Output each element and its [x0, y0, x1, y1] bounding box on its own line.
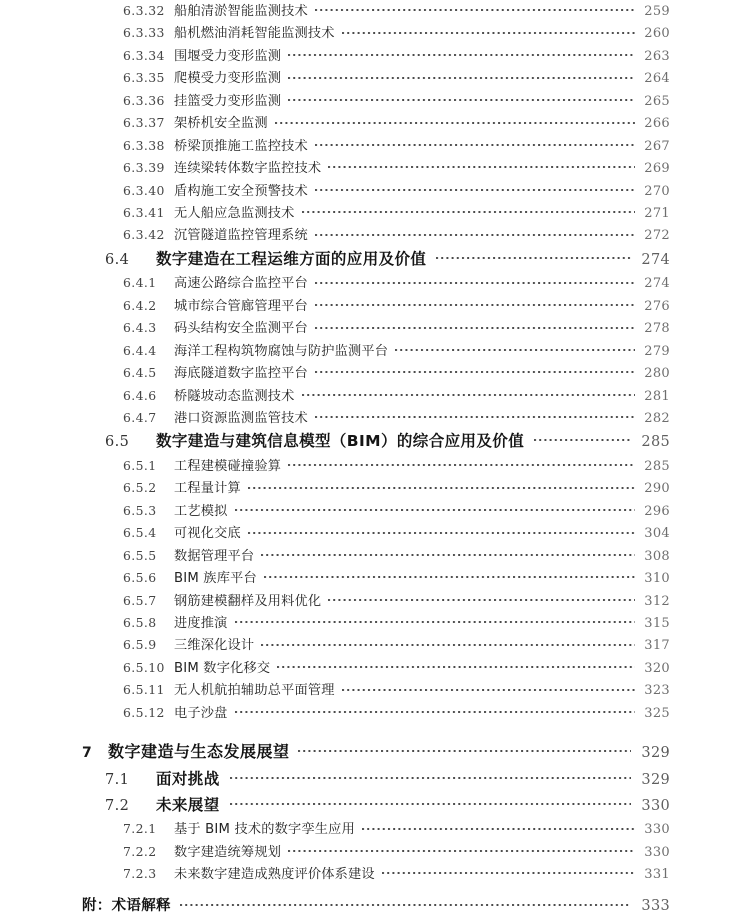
toc-entry-page-number: 265 [644, 93, 670, 109]
toc-leader-dots [230, 795, 631, 810]
toc-leader-dots [328, 159, 635, 172]
toc-entry-number: 7.2.1 [123, 821, 157, 837]
toc-entry-number: 6.3.35 [123, 70, 165, 86]
toc-entry-number: 6.5.12 [123, 704, 165, 720]
toc-entry-number: 7.2.2 [123, 843, 157, 859]
toc-entry-title: 三维深化设计 [174, 638, 255, 654]
toc-entry[interactable] [0, 67, 750, 89]
toc-entry[interactable] [0, 545, 750, 567]
toc-entry[interactable] [0, 407, 750, 429]
toc-entry-number: 6.3.34 [123, 47, 165, 63]
toc-leader-dots [261, 637, 635, 650]
toc-leader-dots [342, 25, 635, 38]
toc-entry[interactable] [0, 157, 750, 179]
toc-leader-dots [235, 704, 635, 717]
toc-leader-dots [315, 364, 635, 377]
toc-entry-title: 钢筋建模翻样及用料优化 [174, 593, 322, 609]
toc-leader-dots [328, 592, 635, 605]
toc-entry-title: 工程量计算 [174, 481, 241, 497]
toc-entry[interactable] [0, 0, 750, 22]
toc-entry-title: 船舶清淤智能监测技术 [174, 4, 308, 19]
toc-entry-title: 无人机航拍辅助总平面管理 [174, 683, 335, 699]
toc-leader-dots [436, 249, 631, 264]
toc-leader-dots [342, 681, 635, 694]
toc-entry-title: 海洋工程构筑物腐蚀与防护监测平台 [174, 343, 389, 359]
toc-leader-dots [288, 70, 635, 83]
toc-entry[interactable] [0, 272, 750, 294]
toc-entry-page-number: 325 [644, 705, 670, 721]
toc-entry-title: 城市综合管廊管理平台 [174, 298, 308, 314]
toc-entry[interactable] [0, 634, 750, 656]
toc-entry[interactable] [0, 202, 750, 224]
toc-leader-dots [288, 457, 635, 470]
toc-entry-page-number: 312 [644, 593, 670, 609]
toc-entry-title: 爬模受力变形监测 [174, 71, 282, 87]
toc-entry-number: 7.2.3 [123, 866, 157, 881]
toc-entry[interactable] [0, 90, 750, 112]
toc-entry-page-number: 315 [644, 615, 670, 631]
toc-entry-page-number: 266 [644, 116, 670, 132]
toc-entry[interactable] [0, 767, 750, 793]
toc-entry-title: 未来展望 [156, 795, 220, 814]
toc-entry[interactable] [0, 567, 750, 589]
toc-entry[interactable] [0, 340, 750, 362]
toc-entry-page-number: 259 [644, 4, 670, 19]
toc-leader-dots [315, 275, 635, 288]
toc-entry-number: 6.5.7 [123, 592, 157, 608]
toc-leader-dots [315, 2, 635, 15]
toc-entry[interactable] [0, 295, 750, 317]
toc-leader-dots [382, 865, 635, 878]
toc-entry-page-number: 276 [644, 298, 670, 314]
toc-entry-number: 6.4.7 [123, 409, 157, 425]
toc-entry[interactable] [0, 522, 750, 544]
toc-entry[interactable] [0, 455, 750, 477]
toc-entry[interactable] [0, 894, 750, 920]
toc-entry-number: 7 [82, 745, 93, 762]
toc-entry-page-number: 330 [644, 844, 670, 860]
toc-entry-page-number: 280 [644, 366, 670, 382]
toc-entry[interactable] [0, 45, 750, 67]
toc-entry-title: 架桥机安全监测 [174, 116, 268, 132]
toc-entry-title: 码头结构安全监测平台 [174, 321, 308, 337]
toc-leader-dots [288, 843, 635, 856]
toc-entry-number: 6.4.5 [123, 365, 157, 381]
toc-entry-number: 6.5.5 [123, 547, 157, 563]
toc-entry-title: 附：术语解释 [82, 898, 171, 915]
toc-entry-number: 6.5.11 [123, 682, 165, 698]
toc-entry-title: 进度推演 [174, 615, 228, 631]
toc-entry-title: 工艺模拟 [174, 503, 228, 519]
toc-entry-number: 7.1 [105, 772, 130, 789]
toc-leader-dots [302, 387, 636, 400]
toc-entry-title: 船机燃油消耗智能监测技术 [174, 26, 335, 42]
toc-entry[interactable] [0, 135, 750, 157]
toc-entry-title: 数字建造统筹规划 [174, 844, 282, 860]
toc-entry-page-number: 272 [644, 228, 670, 244]
toc-entry-title: 基于 BIM 技术的数字孪生应用 [174, 822, 355, 838]
toc-entry-number: 6.3.36 [123, 92, 165, 108]
toc-entry-page-number: 304 [644, 526, 670, 542]
toc-entry-page-number: 285 [641, 434, 670, 451]
toc-entry[interactable] [0, 590, 750, 612]
toc-leader-dots [288, 92, 635, 105]
toc-entry-number: 6.5.4 [123, 525, 157, 541]
toc-entry-page-number: 269 [644, 161, 670, 177]
toc-entry-title: 数据管理平台 [174, 548, 255, 564]
toc-entry-number: 6.4.3 [123, 320, 157, 336]
toc-entry-number: 7.2 [105, 797, 130, 814]
toc-entry-number: 6.4.1 [123, 275, 157, 291]
toc-entry-page-number: 267 [644, 138, 670, 154]
toc-entry-page-number: 333 [641, 898, 670, 915]
toc-entry[interactable] [0, 863, 750, 885]
toc-entry-number: 6.4.6 [123, 387, 157, 403]
toc-entry[interactable] [0, 818, 750, 840]
toc-entry-number: 6.5.6 [123, 570, 157, 586]
toc-entry-title: 高速公路综合监控平台 [174, 276, 308, 292]
toc-entry-page-number: 260 [644, 26, 670, 42]
toc-entry-title: 沉管隧道监控管理系统 [174, 228, 308, 244]
toc-entry[interactable] [0, 739, 750, 767]
toc-entry-number: 6.3.41 [123, 204, 165, 220]
toc-entry-page-number: 282 [644, 410, 670, 426]
toc-entry-title: 可视化交底 [174, 526, 241, 542]
toc-leader-dots [288, 47, 635, 60]
toc-entry[interactable] [0, 612, 750, 634]
toc-entry-number: 6.3.32 [123, 3, 165, 18]
toc-entry-page-number: 296 [644, 503, 670, 519]
toc-entry-title: 海底隧道数字监控平台 [174, 366, 308, 382]
toc-entry-number: 6.3.33 [123, 25, 165, 41]
toc-leader-dots [248, 480, 635, 493]
toc-entry-number: 6.3.38 [123, 137, 165, 153]
toc-entry[interactable] [0, 657, 750, 679]
toc-entry-page-number: 271 [644, 205, 670, 221]
toc-entry[interactable] [0, 224, 750, 246]
toc-entry-number: 6.3.42 [123, 227, 165, 243]
toc-leader-dots [315, 227, 635, 240]
toc-entry-page-number: 263 [644, 48, 670, 64]
toc-entry-page-number: 279 [644, 343, 670, 359]
toc-entry-page-number: 330 [644, 822, 670, 838]
toc-entry[interactable] [0, 702, 750, 724]
toc-entry-title: 盾构施工安全预警技术 [174, 183, 308, 199]
toc-entry[interactable] [0, 385, 750, 407]
toc-entry-number: 6.3.39 [123, 160, 165, 176]
toc-entry[interactable] [0, 841, 750, 863]
toc-entry-page-number: 329 [641, 772, 670, 789]
toc-leader-dots [230, 769, 631, 784]
toc-entry[interactable] [0, 793, 750, 819]
toc-entry[interactable] [0, 112, 750, 134]
toc-leader-dots [302, 204, 636, 217]
toc-entry-title: 面对挑战 [156, 770, 220, 789]
toc-entry-page-number: 310 [644, 571, 670, 587]
toc-entry-title: 港口资源监测监管技术 [174, 410, 308, 426]
toc-entry[interactable] [0, 429, 750, 455]
toc-leader-dots [277, 659, 635, 672]
toc-entry-page-number: 278 [644, 321, 670, 337]
toc-entry-title: 未来数字建造成熟度评价体系建设 [174, 867, 375, 882]
toc-entry-page-number: 290 [644, 481, 670, 497]
toc-entry-page-number: 308 [644, 548, 670, 564]
toc-leader-dots [315, 409, 635, 422]
toc-entry-title: 围堰受力变形监测 [174, 48, 282, 64]
toc-leader-dots [362, 820, 635, 833]
toc-entry-number: 6.3.37 [123, 115, 165, 131]
toc-leader-dots [235, 614, 635, 627]
toc-entry-page-number: 331 [644, 867, 670, 882]
toc-entry-page-number: 285 [644, 458, 670, 474]
toc-entry-number: 6.5.10 [123, 659, 165, 675]
toc-entry-page-number: 330 [641, 797, 670, 814]
toc-leader-dots [248, 524, 635, 537]
toc-entry-number: 6.5.3 [123, 502, 157, 518]
toc-leader-dots [261, 547, 635, 560]
toc-entry[interactable] [0, 22, 750, 44]
toc-entry-page-number: 270 [644, 183, 670, 199]
toc-entry[interactable] [0, 679, 750, 701]
toc-entry-title: 工程建模碰撞验算 [174, 458, 282, 474]
toc-leader-dots [395, 342, 635, 355]
toc-entry-page-number: 281 [644, 388, 670, 404]
toc-entry-number: 6.5 [105, 434, 130, 451]
toc-entry[interactable] [0, 500, 750, 522]
toc-leader-dots [264, 569, 635, 582]
toc-entry[interactable] [0, 247, 750, 273]
toc-entry-title: 数字建造与生态发展展望 [108, 742, 290, 762]
toc-entry-number: 6.4.4 [123, 342, 157, 358]
toc-entry-title: 数字建造与建筑信息模型（BIM）的综合应用及价值 [156, 432, 525, 451]
toc-leader-dots [534, 431, 631, 446]
toc-entry-title: 数字建造在工程运维方面的应用及价值 [156, 249, 427, 268]
toc-entry-page-number: 320 [644, 660, 670, 676]
toc-leader-dots [315, 182, 635, 195]
toc-entry-number: 6.4.2 [123, 297, 157, 313]
toc-entry-number: 6.5.9 [123, 637, 157, 653]
toc-leader-dots [315, 319, 635, 332]
toc-entry-title: 桥隧坡动态监测技术 [174, 388, 295, 404]
toc-entry-page-number: 329 [641, 745, 670, 762]
toc-leader-dots [275, 114, 635, 127]
toc-entry-title: 桥梁顶推施工监控技术 [174, 138, 308, 154]
toc-entry[interactable] [0, 180, 750, 202]
toc-entry[interactable] [0, 317, 750, 339]
toc-entry-title: BIM 族库平台 [174, 571, 257, 587]
toc-entry-title: 挂篮受力变形监测 [174, 93, 282, 109]
toc-entry-number: 6.3.40 [123, 182, 165, 198]
toc-entry-title: 无人船应急监测技术 [174, 205, 295, 221]
toc-entry-number: 6.4 [105, 251, 130, 268]
toc-entry[interactable] [0, 477, 750, 499]
toc-entry-title: 电子沙盘 [174, 705, 228, 721]
toc-entry-page-number: 264 [644, 71, 670, 87]
toc-entry-title: BIM 数字化移交 [174, 660, 271, 676]
toc-entry-page-number: 317 [644, 638, 670, 654]
toc-entry-title: 连续梁转体数字监控技术 [174, 161, 322, 177]
toc-leader-dots [315, 297, 635, 310]
toc-entry-page-number: 323 [644, 683, 670, 699]
toc-entry-page-number: 274 [644, 276, 670, 292]
toc-leader-dots [315, 137, 635, 150]
toc-leader-dots [180, 895, 631, 910]
toc-entry-number: 6.5.8 [123, 614, 157, 630]
toc-leader-dots [298, 742, 631, 758]
toc-entry-page-number: 274 [641, 251, 670, 268]
toc-entry[interactable] [0, 362, 750, 384]
toc-leader-dots [235, 502, 635, 515]
toc-entry-number: 6.5.2 [123, 480, 157, 496]
toc-entry-number: 6.5.1 [123, 457, 157, 473]
